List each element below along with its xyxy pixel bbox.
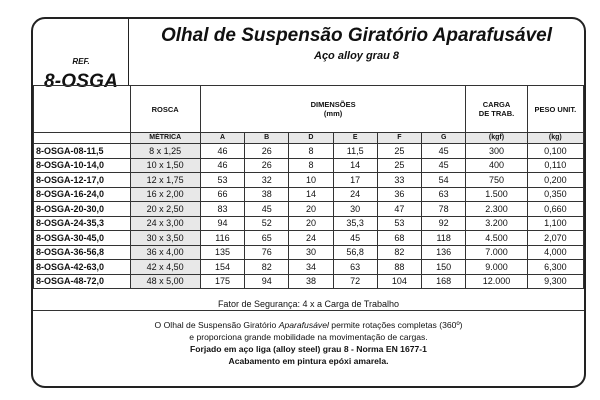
cell-metrica: 30 x 3,50: [130, 231, 200, 246]
peso-header: PESO UNIT.: [527, 86, 583, 133]
row-ref: 8-OSGA-42-63,0: [34, 260, 131, 275]
cell-e: 30: [333, 202, 377, 217]
cell-b: 52: [245, 216, 289, 231]
header-row: [34, 86, 584, 133]
subheader-a: A: [200, 133, 244, 144]
cell-g: 150: [422, 260, 466, 275]
cell-f: 25: [377, 144, 421, 159]
cell-carga: 3.200: [466, 216, 527, 231]
cell-e: 72: [333, 274, 377, 289]
cell-a: 66: [200, 187, 244, 202]
product-title: Olhal de Suspensão Giratório Aparafusável: [160, 25, 553, 46]
cell-carga: 300: [466, 144, 527, 159]
row-ref: 8-OSGA-30-45,0: [34, 231, 131, 246]
subheader-kg: (kg): [527, 133, 583, 144]
row-ref: 8-OSGA-12-17,0: [34, 173, 131, 188]
cell-metrica: 24 x 3,00: [130, 216, 200, 231]
cell-f: 82: [377, 245, 421, 260]
table-row: [34, 173, 584, 188]
cell-b: 45: [245, 202, 289, 217]
cell-metrica: 8 x 1,25: [130, 144, 200, 159]
note-line-4: Acabamento em pintura epóxi amarela.: [228, 356, 389, 366]
carga-label-1: CARGA: [482, 100, 511, 109]
row-ref: 8-OSGA-08-11,5: [34, 144, 131, 159]
cell-g: 92: [422, 216, 466, 231]
table-row: [34, 216, 584, 231]
note-line-3: Forjado em aço liga (alloy steel) grau 8 - Norma EN 1677-1: [190, 344, 427, 354]
cell-e: 17: [333, 173, 377, 188]
cell-b: 32: [245, 173, 289, 188]
cell-f: 33: [377, 173, 421, 188]
table-row: [34, 187, 584, 202]
ref-code: 8-OSGA: [43, 71, 119, 92]
cell-metrica: 12 x 1,75: [130, 173, 200, 188]
table-row: [34, 144, 584, 159]
cell-peso: 4,000: [527, 245, 583, 260]
cell-b: 26: [245, 158, 289, 173]
cell-f: 36: [377, 187, 421, 202]
cell-b: 82: [245, 260, 289, 275]
cell-a: 46: [200, 158, 244, 173]
cell-a: 116: [200, 231, 244, 246]
header: [33, 19, 584, 92]
table-row: [34, 260, 584, 275]
ref-label: REF.: [72, 57, 90, 66]
cell-b: 65: [245, 231, 289, 246]
dimensoes-label: DIMENSÕES: [310, 100, 356, 109]
cell-d: 8: [289, 144, 333, 159]
cell-e: 14: [333, 158, 377, 173]
cell-e: 45: [333, 231, 377, 246]
cell-g: 136: [422, 245, 466, 260]
cell-peso: 0,350: [527, 187, 583, 202]
row-ref: 8-OSGA-20-30,0: [34, 202, 131, 217]
cell-g: 118: [422, 231, 466, 246]
row-ref: 8-OSGA-10-14,0: [34, 158, 131, 173]
cell-a: 53: [200, 173, 244, 188]
cell-metrica: 10 x 1,50: [130, 158, 200, 173]
dimensoes-header: [200, 86, 465, 133]
subheader-metrica: MÉTRICA: [130, 133, 200, 144]
notes: [33, 319, 584, 367]
cell-a: 94: [200, 216, 244, 231]
note-line-1: [33, 319, 584, 331]
row-ref: 8-OSGA-16-24,0: [34, 187, 131, 202]
cell-carga: 1.500: [466, 187, 527, 202]
safety-factor: Fator de Segurança: 4 x a Carga de Trabalho: [33, 297, 584, 311]
note-line-2: e proporciona grande mobilidade na movimentação de cargas.: [189, 332, 428, 342]
table-row: [34, 158, 584, 173]
cell-g: 78: [422, 202, 466, 217]
carga-header: [466, 86, 527, 133]
cell-f: 88: [377, 260, 421, 275]
cell-metrica: 48 x 5,00: [130, 274, 200, 289]
ref-box: [33, 19, 129, 92]
carga-label-2: DE TRAB.: [478, 109, 515, 118]
spec-table: [33, 85, 584, 289]
subheader-b: B: [245, 133, 289, 144]
cell-g: 168: [422, 274, 466, 289]
subheader-d: D: [289, 133, 333, 144]
cell-metrica: 36 x 4,00: [130, 245, 200, 260]
cell-peso: 2,070: [527, 231, 583, 246]
cell-a: 83: [200, 202, 244, 217]
cell-d: 8: [289, 158, 333, 173]
cell-d: 24: [289, 231, 333, 246]
cell-d: 14: [289, 187, 333, 202]
cell-peso: 6,300: [527, 260, 583, 275]
cell-carga: 400: [466, 158, 527, 173]
cell-g: 54: [422, 173, 466, 188]
table-row: [34, 274, 584, 289]
cell-d: 30: [289, 245, 333, 260]
cell-b: 38: [245, 187, 289, 202]
row-ref: 8-OSGA-36-56,8: [34, 245, 131, 260]
cell-f: 104: [377, 274, 421, 289]
cell-metrica: 20 x 2,50: [130, 202, 200, 217]
cell-b: 94: [245, 274, 289, 289]
cell-e: 35,3: [333, 216, 377, 231]
table-row: [34, 231, 584, 246]
cell-g: 63: [422, 187, 466, 202]
cell-b: 76: [245, 245, 289, 260]
cell-d: 20: [289, 216, 333, 231]
table-row: [34, 245, 584, 260]
subheader-kgf: (kgf): [466, 133, 527, 144]
cell-b: 26: [245, 144, 289, 159]
cell-metrica: 16 x 2,00: [130, 187, 200, 202]
cell-peso: 0,110: [527, 158, 583, 173]
cell-a: 135: [200, 245, 244, 260]
cell-metrica: 42 x 4,50: [130, 260, 200, 275]
subheader-e: E: [333, 133, 377, 144]
title-box: [129, 19, 584, 85]
rosca-header: ROSCA: [130, 86, 200, 133]
cell-carga: 9.000: [466, 260, 527, 275]
note-line-1a: O Olhal de Suspensão Giratório: [154, 320, 279, 330]
cell-carga: 750: [466, 173, 527, 188]
spec-card: [31, 17, 586, 388]
subheader-g: G: [422, 133, 466, 144]
ref-col-header: [34, 86, 131, 133]
cell-a: 46: [200, 144, 244, 159]
cell-d: 20: [289, 202, 333, 217]
cell-carga: 2.300: [466, 202, 527, 217]
subheader-f: F: [377, 133, 421, 144]
cell-a: 175: [200, 274, 244, 289]
table-row: [34, 202, 584, 217]
cell-carga: 4.500: [466, 231, 527, 246]
cell-a: 154: [200, 260, 244, 275]
cell-d: 34: [289, 260, 333, 275]
cell-d: 10: [289, 173, 333, 188]
cell-g: 45: [422, 144, 466, 159]
ref-subheader: [34, 133, 131, 144]
cell-f: 53: [377, 216, 421, 231]
cell-peso: 0,660: [527, 202, 583, 217]
cell-f: 68: [377, 231, 421, 246]
dimensoes-unit: (mm): [323, 109, 343, 118]
cell-e: 63: [333, 260, 377, 275]
cell-peso: 0,200: [527, 173, 583, 188]
cell-f: 47: [377, 202, 421, 217]
cell-d: 38: [289, 274, 333, 289]
cell-e: 24: [333, 187, 377, 202]
cell-e: 56,8: [333, 245, 377, 260]
row-ref: 8-OSGA-48-72,0: [34, 274, 131, 289]
cell-peso: 0,100: [527, 144, 583, 159]
cell-f: 25: [377, 158, 421, 173]
subheader-row: [34, 133, 584, 144]
cell-g: 45: [422, 158, 466, 173]
cell-carga: 12.000: [466, 274, 527, 289]
row-ref: 8-OSGA-24-35,3: [34, 216, 131, 231]
note-line-1-italic: Aparafusável: [278, 320, 329, 330]
product-subtitle: Aço alloy grau 8: [314, 50, 399, 62]
cell-peso: 1,100: [527, 216, 583, 231]
cell-e: 11,5: [333, 144, 377, 159]
note-line-1b: permite rotações completas (360º): [328, 320, 463, 330]
cell-peso: 9,300: [527, 274, 583, 289]
cell-carga: 7.000: [466, 245, 527, 260]
